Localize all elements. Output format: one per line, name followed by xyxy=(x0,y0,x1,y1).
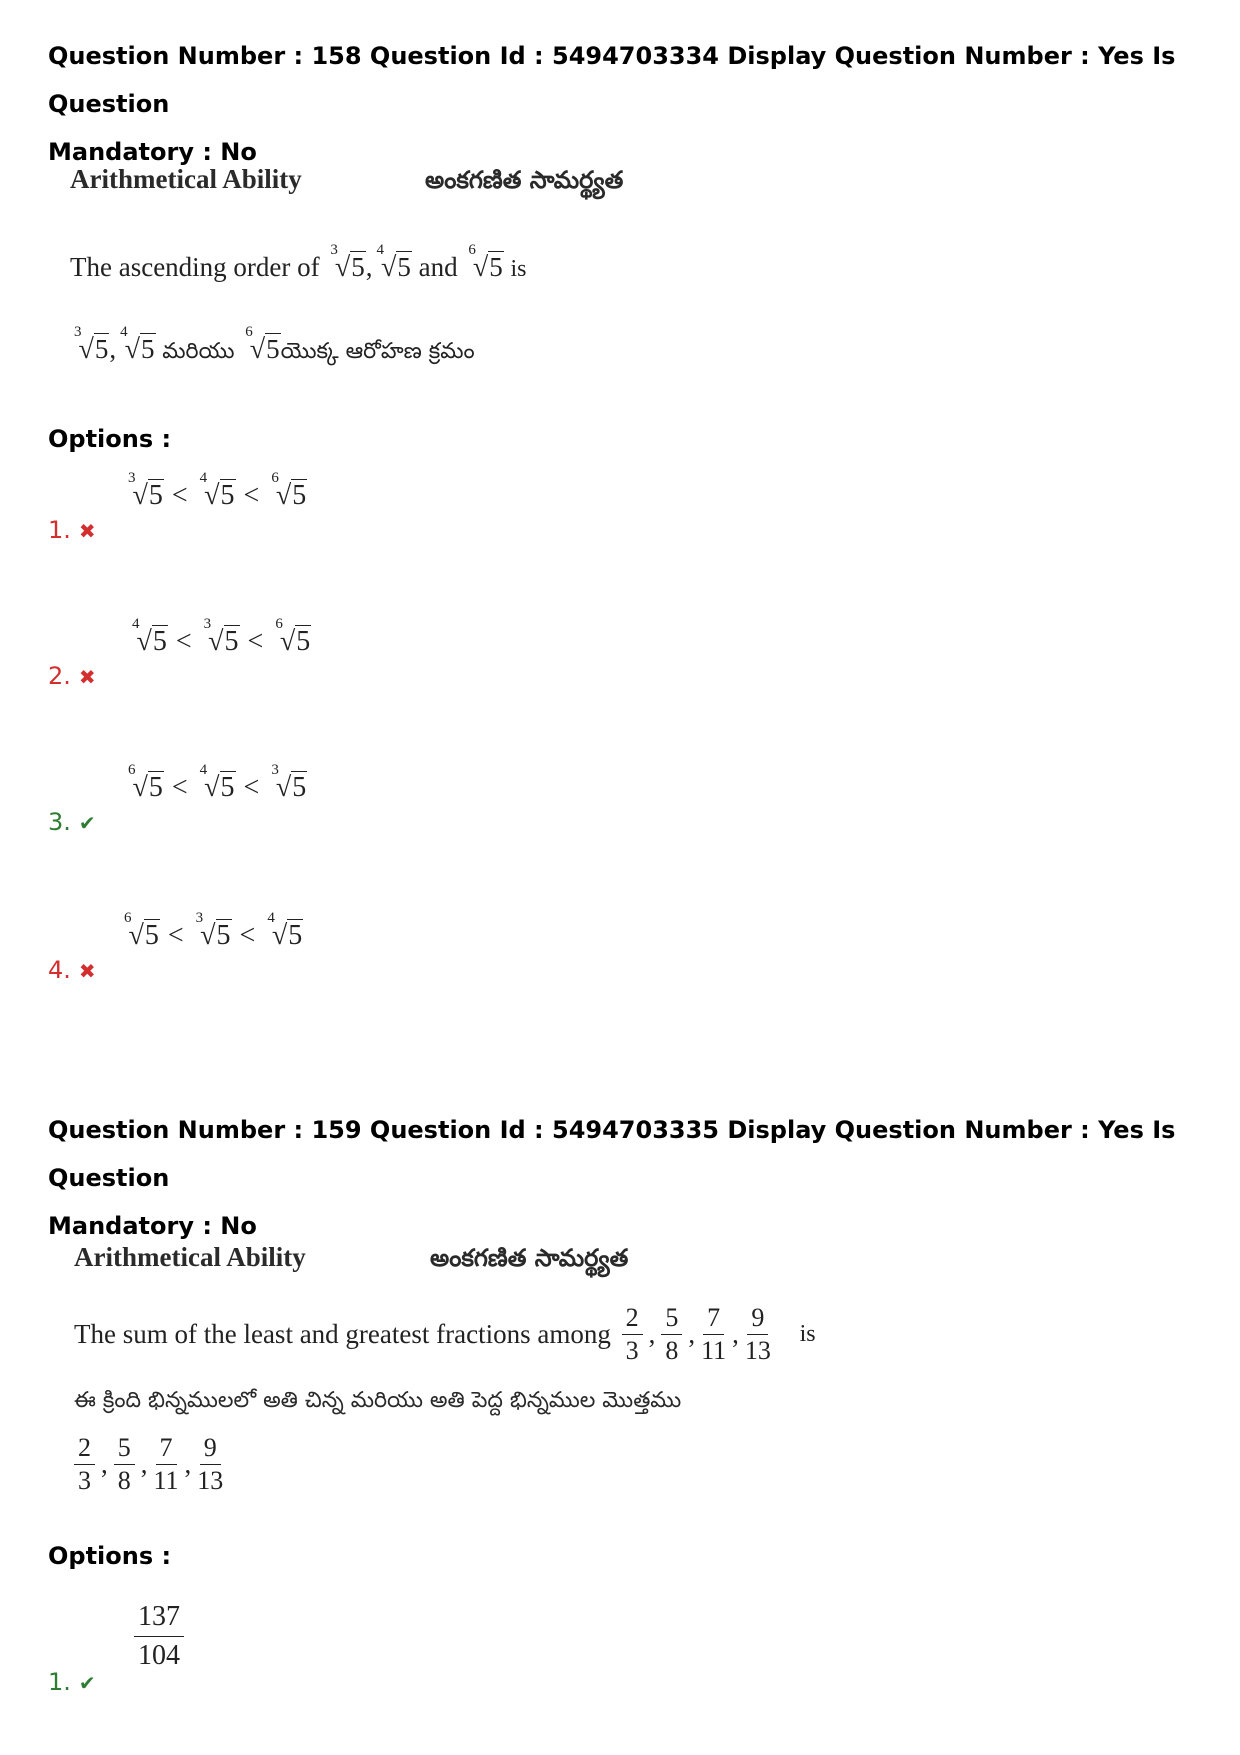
cross-icon: ✖ xyxy=(78,665,96,689)
option-number: 3. xyxy=(48,808,71,836)
q159-header-line2: Mandatory : No xyxy=(48,1212,257,1240)
q159-option-1[interactable] xyxy=(48,1668,96,1696)
q159-header xyxy=(48,1106,1208,1250)
comma: , xyxy=(184,1449,192,1479)
q159-header-line1: Question Number : 159 Question Id : 5494703335 Display Question Number : Yes Is Question xyxy=(48,1116,1176,1192)
fraction-numerator: 7 xyxy=(703,1302,724,1335)
q158-question-en: The ascending order of $^3$√5,$^4$√5 and $^6$√5 is xyxy=(70,242,527,283)
radical: $^3$√5 xyxy=(271,761,307,803)
q159-question-te: ఈ క్రింది భిన్నములలో అతి చిన్న మరియు అతి పెద్ద భిన్నముల మొత్తము xyxy=(74,1388,682,1413)
q158-subject-te: అంకగణిత సామర్థ్యత xyxy=(425,166,624,194)
option-number: 1. xyxy=(48,516,71,544)
q158-header-line2: Mandatory : No xyxy=(48,138,257,166)
q158-option-1[interactable] xyxy=(48,516,96,544)
q158-question-te: $^3$√5,$^4$√5 మరియు $^6$√5యొక్క ఆరోహణ క్రమం xyxy=(74,324,475,365)
less-than: < xyxy=(171,772,188,803)
q158-options-label: Options : xyxy=(48,425,172,453)
fraction-denominator: 3 xyxy=(625,1336,639,1365)
less-than: < xyxy=(243,772,260,803)
radical: $^6$√5 xyxy=(128,761,163,803)
fraction xyxy=(154,1432,179,1497)
q158-option-2-expr xyxy=(128,615,311,658)
q159-question-en: The sum of the least and greatest fractions among $\frac{2}{3}$ , $\frac{5}{8}$ , $\frac{7}{11}$ , $\frac{9}{13}$ is xyxy=(74,1303,816,1365)
radical: $^3$√5 xyxy=(203,615,239,657)
fraction xyxy=(197,1432,223,1497)
q158-option-4[interactable] xyxy=(48,956,96,984)
radical: $^4$√5 xyxy=(199,469,235,511)
fraction xyxy=(622,1302,643,1367)
radical: $^6$√5 xyxy=(275,615,311,657)
fraction-numerator: 2 xyxy=(74,1432,95,1465)
radical: $^4$√5 xyxy=(267,909,303,951)
fraction-denominator: 13 xyxy=(197,1466,224,1495)
fraction-numerator: 137 xyxy=(134,1598,184,1637)
fraction xyxy=(745,1302,771,1367)
fraction-denominator: 13 xyxy=(744,1336,771,1365)
less-than: < xyxy=(171,480,188,511)
q159-fractions-te xyxy=(70,1433,227,1495)
comma: , xyxy=(688,1319,696,1349)
less-than: < xyxy=(247,626,264,657)
q158-option-2[interactable] xyxy=(48,662,96,690)
q159-option-1-expr xyxy=(130,1598,188,1675)
cross-icon: ✖ xyxy=(78,959,96,983)
option-number: 4. xyxy=(48,956,71,984)
radical: $^4$√5 xyxy=(199,761,235,803)
radical: $^3$√5 xyxy=(195,909,231,951)
radical: $^4$√5 xyxy=(132,615,167,657)
fraction-numerator: 5 xyxy=(114,1432,135,1465)
comma: , xyxy=(648,1319,656,1349)
q159-fractions-en xyxy=(618,1303,775,1365)
fraction xyxy=(74,1432,95,1497)
q159-fractions-te-line xyxy=(70,1432,227,1497)
fraction xyxy=(701,1302,726,1367)
q158-header-line1: Question Number : 158 Question Id : 5494703334 Display Question Number : Yes Is Question xyxy=(48,42,1176,118)
option-number: 1. xyxy=(48,1668,71,1696)
check-icon: ✔ xyxy=(78,811,96,835)
comma: , xyxy=(101,1449,108,1479)
fraction-denominator: 104 xyxy=(138,1640,180,1671)
less-than: < xyxy=(175,626,192,657)
less-than: < xyxy=(243,480,260,511)
less-than: < xyxy=(167,920,184,951)
q158-option-1-expr xyxy=(124,469,307,512)
q158-option-4-expr xyxy=(120,909,303,952)
fraction-denominator: 11 xyxy=(701,1336,727,1365)
comma: , xyxy=(140,1449,148,1479)
fraction-denominator: 8 xyxy=(665,1336,679,1365)
q158-option-3-expr xyxy=(124,761,307,804)
fraction-numerator: 9 xyxy=(747,1302,768,1335)
q158-subject-en: Arithmetical Ability xyxy=(70,164,302,194)
fraction-denominator: 11 xyxy=(153,1466,179,1495)
fraction-numerator: 9 xyxy=(200,1432,221,1465)
q159-subject-en: Arithmetical Ability xyxy=(74,1242,306,1272)
q158-header xyxy=(48,32,1208,176)
option-fraction xyxy=(134,1598,184,1675)
check-icon: ✔ xyxy=(78,1671,96,1695)
fraction-denominator: 8 xyxy=(117,1466,131,1495)
radical: $^6$√5 xyxy=(271,469,307,511)
q158-option-3[interactable] xyxy=(48,808,96,836)
fraction-numerator: 2 xyxy=(622,1302,643,1335)
cross-icon: ✖ xyxy=(78,519,96,543)
option-number: 2. xyxy=(48,662,71,690)
comma: , xyxy=(732,1319,739,1349)
fraction-numerator: 5 xyxy=(661,1302,682,1335)
q159-options-label: Options : xyxy=(48,1542,172,1570)
radical: $^3$√5 xyxy=(128,469,163,511)
fraction xyxy=(661,1302,682,1367)
fraction-denominator: 3 xyxy=(78,1466,91,1495)
fraction-numerator: 7 xyxy=(156,1432,177,1465)
less-than: < xyxy=(239,920,256,951)
radical: $^6$√5 xyxy=(124,909,159,951)
fraction xyxy=(114,1432,135,1497)
q159-subject-te: అంకగణిత సామర్థ్యత xyxy=(430,1244,629,1272)
